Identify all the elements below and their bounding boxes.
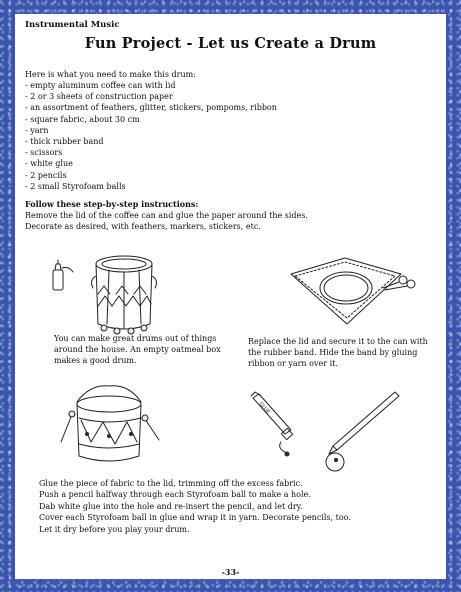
section-header: Instrumental Music bbox=[25, 20, 120, 30]
materials-list bbox=[25, 80, 277, 192]
lid-on-fabric-illustration bbox=[283, 254, 433, 334]
list-item: - white glue bbox=[25, 159, 73, 169]
steps-line: Remove the lid of the coffee can and glue the paper around the sides. bbox=[25, 211, 308, 220]
final-instructions bbox=[39, 478, 439, 535]
decorated-can-illustration bbox=[49, 246, 179, 336]
styrofoam-ball-icon bbox=[326, 453, 344, 471]
pencil-icon bbox=[329, 392, 399, 454]
page-number: -33- bbox=[221, 567, 240, 577]
glue-bottle-icon bbox=[53, 260, 73, 290]
caption-left: You can make great drums out of things around the house. An empty oatmeal box makes a good drum. bbox=[54, 334, 221, 365]
finished-drum-illustration bbox=[55, 382, 165, 472]
list-item: - empty aluminum coffee can with lid bbox=[25, 81, 176, 90]
steps-text bbox=[25, 210, 435, 232]
list-item: - scissors bbox=[25, 148, 63, 158]
glue-tube-icon bbox=[251, 392, 293, 440]
instruction-line: Glue the piece of fabric to the lid, trimming off the excess fabric. bbox=[39, 479, 303, 488]
supplies-illustration bbox=[245, 382, 415, 472]
steps-heading: Follow these step-by-step instructions: bbox=[25, 199, 199, 209]
list-item: - 2 pencils bbox=[25, 170, 67, 180]
instruction-line: Cover each Styrofoam ball in glue and wrap it in yarn. Decorate pencils, too. bbox=[39, 513, 351, 523]
list-item: - thick rubber band bbox=[25, 137, 104, 147]
steps-line: Decorate as desired, with feathers, markers, stickers, etc. bbox=[25, 222, 261, 232]
caption-right: Replace the lid and secure it to the can with the rubber band. Hide the band by gluing ribbon or yarn over it. bbox=[248, 337, 428, 368]
list-item: - 2 small Styrofoam balls bbox=[25, 181, 126, 191]
list-item: - 2 or 3 sheets of construction paper bbox=[25, 92, 173, 102]
page-title: Fun Project - Let us Create a Drum bbox=[84, 35, 377, 52]
scissors-icon bbox=[383, 276, 415, 290]
list-item: - yarn bbox=[25, 125, 49, 135]
instruction-line: Push a pencil halfway through each Styrofoam ball to make a hole. bbox=[39, 490, 311, 500]
list-item: - an assortment of feathers, glitter, stickers, pompoms, ribbon bbox=[25, 103, 277, 113]
glue-label: GLUE bbox=[257, 401, 271, 416]
list-item: - square fabric, about 30 cm bbox=[25, 114, 140, 124]
instruction-line: Let it dry before you play your drum. bbox=[39, 524, 190, 534]
instruction-line: Dab white glue into the hole and re-insert the pencil, and let dry. bbox=[39, 501, 303, 511]
worksheet-page bbox=[15, 14, 446, 579]
materials-intro: Here is what you need to make this drum: bbox=[25, 70, 196, 79]
